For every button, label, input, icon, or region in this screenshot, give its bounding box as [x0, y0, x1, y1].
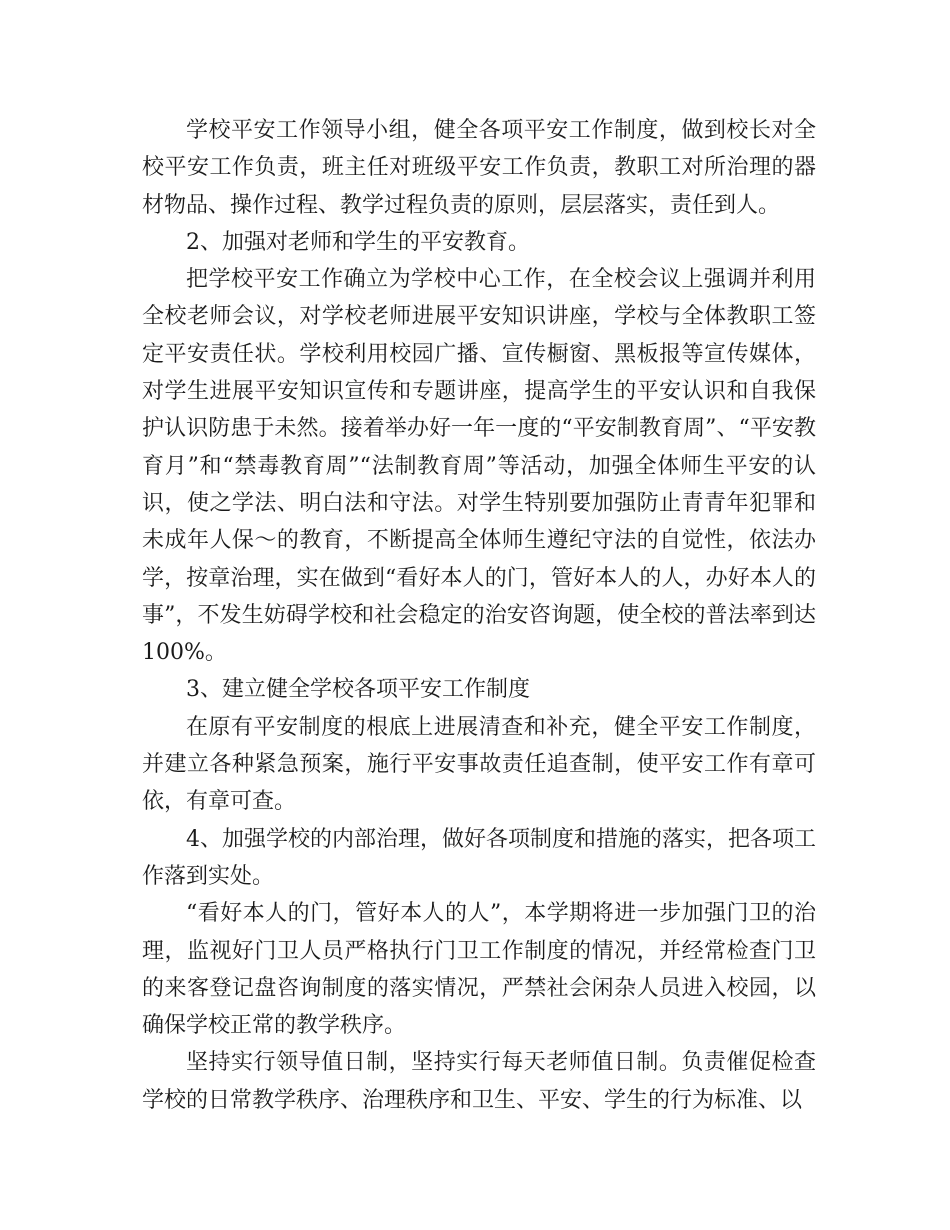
paragraph-safety-rules: 在原有平安制度的根底上进展清查和补充，健全平安工作制度，并建立各种紧急预案，施行平安事故责任追查制，使平安工作有章可依，有章可查。 [142, 714, 816, 815]
document-body [142, 112, 816, 1119]
heading-item-3: 3、建立健全学校各项平安工作制度 [186, 677, 530, 703]
paragraph-safety-education: 把学校平安工作确立为学校中心工作，在全校会议上强调并利用全校老师会议，对学校老师进展平安知识讲座，学校与全体教职工签定平安责任状。学校利用校园广播、宣传橱窗、黑板报等宣传媒体，对学生进展平安知识宣传和专题讲座，提高学生的平安认识和自我保护认识防患于未然。接着举办好一年一度的“平安制教育周”、“平安教育月”和“禁毒教育周”“法制教育周”等活动，加强全体师生平安的认识，使之学法、明白法和守法。对学生特别要加强防止青青年犯罪和未成年人保～的教育，不断提高全体师生遵纪守法的自觉性，依法办学，按章治理，实在做到“看好本人的门，管好本人的人，办好本人的事”，不发生妨碍学校和社会稳定的治安咨询题，使全校的普法率到达100%。 [142, 267, 816, 666]
heading-item-2: 2、加强对老师和学生的平安教育。 [186, 229, 530, 255]
paragraph-gate-management: “看好本人的门，管好本人的人”，本学期将进一步加强门卫的治理，监视好门卫人员严格执行门卫工作制度的情况，并经常检查门卫的来客登记盘咨询制度的落实情况，严禁社会闲杂人员进入校园，以确保学校正常的教学秩序。 [142, 901, 816, 1039]
heading-item-4: 4、加强学校的内部治理，做好各项制度和措施的落实，把各项工作落到实处。 [142, 826, 816, 889]
paragraph-safety-leadership: 学校平安工作领导小组，健全各项平安工作制度，做到校长对全校平安工作负责，班主任对班级平安工作负责，教职工对所治理的器材物品、操作过程、教学过程负责的原则，层层落实，责任到人。 [142, 118, 816, 218]
paragraph-duty-system: 坚持实行领导值日制，坚持实行每天老师值日制。负责催促检查学校的日常教学秩序、治理秩序和卫生、平安、学生的行为标准、以 [142, 1050, 816, 1113]
